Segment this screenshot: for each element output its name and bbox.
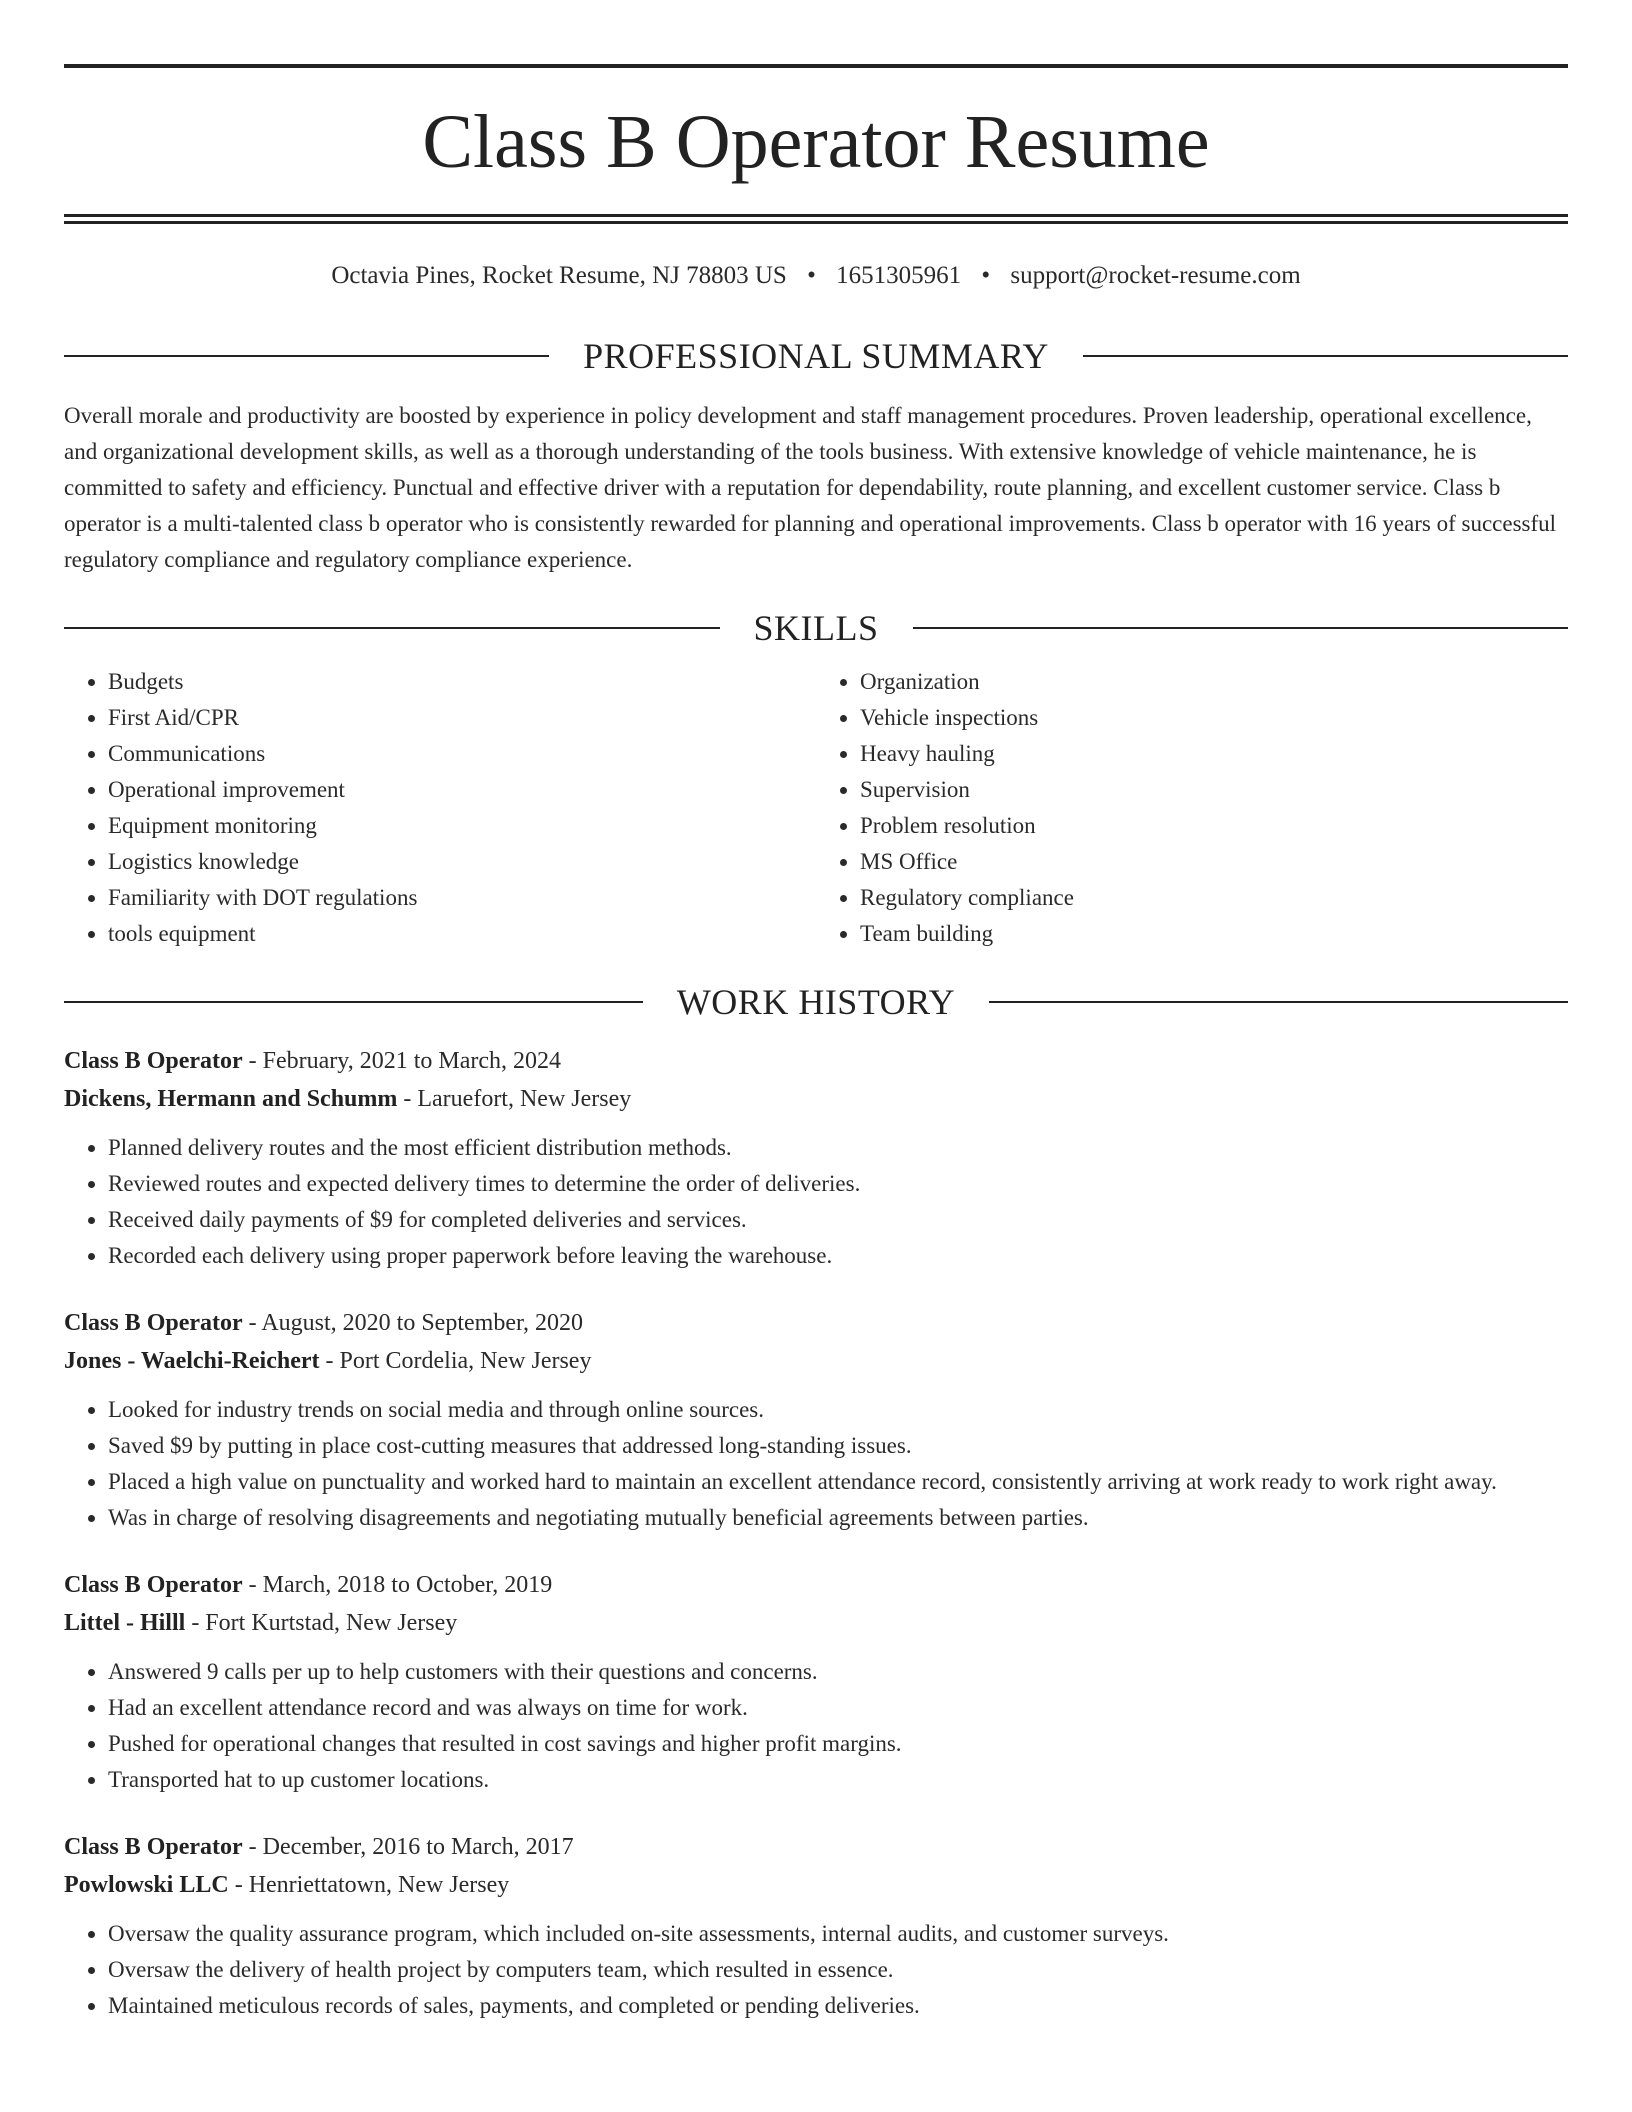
work-history-list (64, 1042, 1568, 2024)
skill-item: • Vehicle inspections (860, 700, 1568, 736)
summary-text: Overall morale and productivity are boosted by experience in policy development and staff management procedures. Proven leadership, operational excellence, and organizational development skills, as well as a thorough understanding of the tools business. With extensive knowledge of vehicle maintenance, he is committed to safety and efficiency. Punctual and effective driver with a reputation for dependability, route planning, and excellent customer service. Class b operator is a multi-talented class b operator who is consistently rewarded for planning and operational improvements. Class b operator with 16 years of successful regulatory compliance and regulatory compliance experience. (64, 403, 1557, 572)
job-entry (64, 1042, 1568, 1274)
skill-item: • Equipment monitoring (108, 808, 816, 844)
section-title: PROFESSIONAL SUMMARY (583, 336, 1049, 376)
job-bullet: • Was in charge of resolving disagreements and negotiating mutually beneficial agreements between parties. (108, 1500, 1568, 1536)
job-bullet: • Oversaw the quality assurance program, which included on-site assessments, internal audits, and customer surveys. (108, 1916, 1568, 1952)
job-company: Littel - Hilll (64, 1610, 186, 1636)
job-bullet: • Received daily payments of $9 for completed deliveries and services. (108, 1202, 1568, 1238)
heading-rule (64, 1001, 643, 1003)
job-bullet: • Recorded each delivery using proper paperwork before leaving the warehouse. (108, 1238, 1568, 1274)
section-heading-summary (64, 336, 1568, 376)
job-bullet: • Reviewed routes and expected delivery times to determine the order of deliveries. (108, 1166, 1568, 1202)
contact-phone: 1651305961 (836, 262, 962, 289)
job-title-line (64, 1304, 1568, 1342)
skill-item: • Team building (860, 916, 1568, 952)
heading-rule (989, 1001, 1568, 1003)
job-bullet: • Pushed for operational changes that resulted in cost savings and higher profit margins. (108, 1726, 1568, 1762)
top-rule (64, 64, 1568, 68)
skills-list (64, 664, 1568, 952)
contact-email: support@rocket-resume.com (1010, 262, 1301, 289)
job-company-line (64, 1604, 1568, 1642)
job-location: - Henriettatown, New Jersey (234, 1872, 510, 1898)
job-location: - Port Cordelia, New Jersey (325, 1348, 592, 1374)
job-entry (64, 1828, 1568, 2024)
skill-item: • Supervision (860, 772, 1568, 808)
section-heading-skills (64, 608, 1568, 648)
skill-item: • Regulatory compliance (860, 880, 1568, 916)
job-bullet: • Saved $9 by putting in place cost-cutting measures that addressed long-standing issues. (108, 1428, 1568, 1464)
skill-item: • Operational improvement (108, 772, 816, 808)
skill-item: • Communications (108, 736, 816, 772)
job-location: - Laruefort, New Jersey (403, 1086, 632, 1112)
contact-separator: • (807, 262, 816, 289)
skill-item: • Familiarity with DOT regulations (108, 880, 816, 916)
job-bullet: • Planned delivery routes and the most efficient distribution methods. (108, 1130, 1568, 1166)
job-title-line (64, 1828, 1568, 1866)
job-bullet: • Maintained meticulous records of sales, payments, and completed or pending deliveries. (108, 1988, 1568, 2024)
contact-address: Octavia Pines, Rocket Resume, NJ 78803 US (331, 262, 787, 289)
job-bullets (64, 1654, 1568, 1798)
contact-line (64, 260, 1568, 292)
heading-rule (64, 355, 549, 357)
job-company: Powlowski LLC (64, 1872, 229, 1898)
job-title-line (64, 1566, 1568, 1604)
section-title: WORK HISTORY (676, 982, 956, 1022)
skill-item: • Heavy hauling (860, 736, 1568, 772)
skill-item: • Problem resolution (860, 808, 1568, 844)
skill-item: • Organization (860, 664, 1568, 700)
job-dates: - February, 2021 to March, 2024 (248, 1048, 562, 1074)
job-company-line (64, 1342, 1568, 1380)
job-company: Jones - Waelchi-Reichert (64, 1348, 320, 1374)
job-entry (64, 1304, 1568, 1536)
job-title: Class B Operator (64, 1048, 243, 1074)
skills-column-right (816, 664, 1568, 952)
title-double-rule (64, 214, 1568, 224)
job-company: Dickens, Hermann and Schumm (64, 1086, 398, 1112)
skill-item: • Logistics knowledge (108, 844, 816, 880)
skill-item: • MS Office (860, 844, 1568, 880)
job-company-line (64, 1866, 1568, 1904)
job-title: Class B Operator (64, 1572, 243, 1598)
job-bullet: • Had an excellent attendance record and was always on time for work. (108, 1690, 1568, 1726)
skill-item: • tools equipment (108, 916, 816, 952)
job-bullet: • Oversaw the delivery of health project by computers team, which resulted in essence. (108, 1952, 1568, 1988)
job-title-line (64, 1042, 1568, 1080)
job-dates: - March, 2018 to October, 2019 (248, 1572, 553, 1598)
heading-rule (913, 627, 1569, 629)
section-heading-work (64, 982, 1568, 1022)
heading-rule (1083, 355, 1568, 357)
resume-title: Class B Operator Resume (422, 100, 1210, 184)
skills-column-left (64, 664, 816, 952)
job-company-line (64, 1080, 1568, 1118)
skill-item: • First Aid/CPR (108, 700, 816, 736)
job-bullets (64, 1392, 1568, 1536)
job-title: Class B Operator (64, 1310, 243, 1336)
job-bullets (64, 1130, 1568, 1274)
job-location: - Fort Kurtstad, New Jersey (191, 1610, 458, 1636)
job-bullet: • Looked for industry trends on social media and through online sources. (108, 1392, 1568, 1428)
job-bullet: • Answered 9 calls per up to help customers with their questions and concerns. (108, 1654, 1568, 1690)
section-title: SKILLS (753, 608, 879, 648)
skill-item: • Budgets (108, 664, 816, 700)
job-bullet: • Placed a high value on punctuality and worked hard to maintain an excellent attendance record, consistently arriving at work ready to work right away. (108, 1464, 1568, 1500)
job-dates: - August, 2020 to September, 2020 (248, 1310, 584, 1336)
job-bullets (64, 1916, 1568, 2024)
heading-rule (64, 627, 720, 629)
job-entry (64, 1566, 1568, 1798)
job-dates: - December, 2016 to March, 2017 (248, 1834, 574, 1860)
job-bullet: • Transported hat to up customer locations. (108, 1762, 1568, 1798)
contact-separator: • (981, 262, 991, 289)
job-title: Class B Operator (64, 1834, 243, 1860)
